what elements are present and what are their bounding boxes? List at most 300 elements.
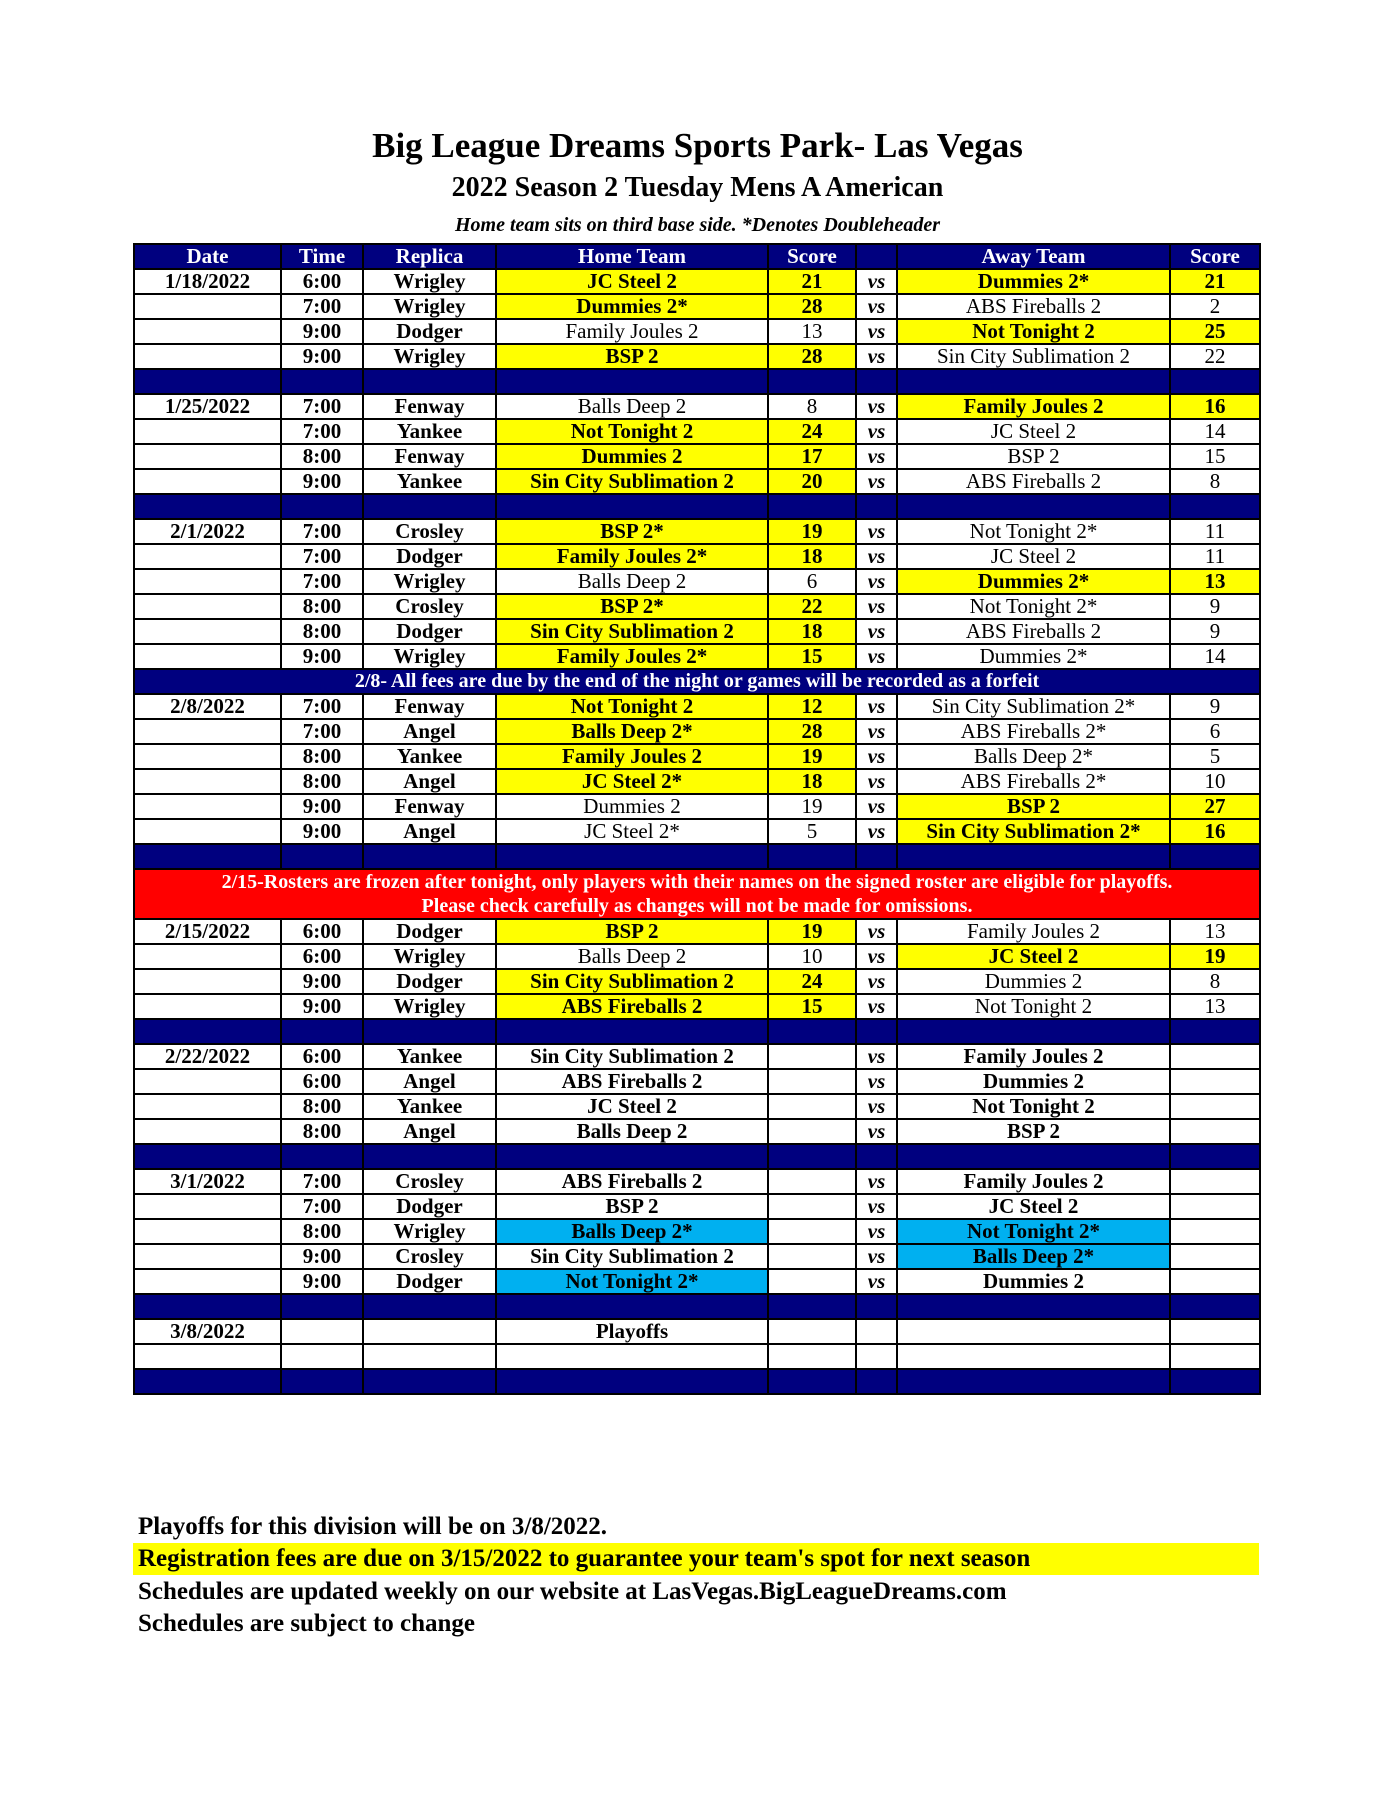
col-header-away-score: Score	[1170, 244, 1260, 269]
home-team-cell: Sin City Sublimation 2	[496, 469, 768, 494]
footer-playoffs-note: Playoffs for this division will be on 3/8/2022.	[138, 1513, 608, 1540]
time-cell: 6:00	[281, 269, 363, 294]
vs-label: vs	[856, 1194, 897, 1219]
vs-label: vs	[856, 1269, 897, 1294]
date-cell	[134, 569, 281, 594]
away-score-cell: 2	[1170, 294, 1260, 319]
time-cell: 9:00	[281, 794, 363, 819]
game-row	[134, 1119, 1260, 1144]
col-header-home-score: Score	[768, 244, 856, 269]
away-team-cell: Family Joules 2	[897, 1169, 1170, 1194]
col-header-date: Date	[134, 244, 281, 269]
game-row	[134, 694, 1260, 719]
separator-cell	[496, 1019, 768, 1044]
replica-cell: Wrigley	[363, 944, 496, 969]
separator-cell	[496, 369, 768, 394]
separator-cell	[768, 844, 856, 869]
vs-label: vs	[856, 569, 897, 594]
date-cell	[134, 769, 281, 794]
replica-cell: Yankee	[363, 419, 496, 444]
page-note: Home team sits on third base side. *Denotes Doubleheader	[455, 214, 940, 236]
vs-label: vs	[856, 1169, 897, 1194]
game-row	[134, 1269, 1260, 1294]
separator-cell	[897, 1369, 1170, 1394]
date-cell	[134, 469, 281, 494]
away-team-cell: Family Joules 2	[897, 1044, 1170, 1069]
away-team-cell: Not Tonight 2	[897, 1094, 1170, 1119]
separator-row	[134, 494, 1260, 519]
replica-cell: Angel	[363, 819, 496, 844]
replica-cell: Yankee	[363, 1094, 496, 1119]
vs-label: vs	[856, 1244, 897, 1269]
home-team-cell: Family Joules 2	[496, 319, 768, 344]
separator-cell	[768, 494, 856, 519]
away-team-cell: Not Tonight 2*	[897, 1219, 1170, 1244]
replica-cell: Yankee	[363, 1044, 496, 1069]
game-row	[134, 544, 1260, 569]
replica-cell: Fenway	[363, 794, 496, 819]
home-team-cell: Family Joules 2*	[496, 544, 768, 569]
separator-cell	[897, 494, 1170, 519]
home-team-cell: JC Steel 2*	[496, 819, 768, 844]
home-team-cell: ABS Fireballs 2	[496, 1069, 768, 1094]
separator-row	[134, 1369, 1260, 1394]
separator-cell	[281, 1144, 363, 1169]
home-team-cell: Balls Deep 2	[496, 569, 768, 594]
vs-label: vs	[856, 544, 897, 569]
date-cell	[134, 1269, 281, 1294]
home-team-cell: BSP 2*	[496, 594, 768, 619]
date-cell	[134, 419, 281, 444]
vs-label: vs	[856, 519, 897, 544]
game-row	[134, 719, 1260, 744]
separator-cell	[134, 844, 281, 869]
empty-cell	[856, 1319, 897, 1344]
replica-cell: Wrigley	[363, 269, 496, 294]
separator-cell	[134, 369, 281, 394]
home-team-cell: Balls Deep 2	[496, 944, 768, 969]
table-header-row	[134, 244, 1260, 269]
home-team-cell: Sin City Sublimation 2	[496, 969, 768, 994]
vs-label: vs	[856, 994, 897, 1019]
separator-row	[134, 1019, 1260, 1044]
home-score-cell: 28	[768, 294, 856, 319]
game-row	[134, 294, 1260, 319]
time-cell: 8:00	[281, 1219, 363, 1244]
vs-label: vs	[856, 744, 897, 769]
alert-line-1: 2/15-Rosters are frozen after tonight, only players with their names on the signed roster are eligible for playoffs.	[221, 871, 1173, 893]
replica-cell: Wrigley	[363, 344, 496, 369]
away-score-cell: 8	[1170, 469, 1260, 494]
home-score-cell: 13	[768, 319, 856, 344]
time-cell: 8:00	[281, 769, 363, 794]
away-team-cell: Balls Deep 2*	[897, 744, 1170, 769]
date-cell	[134, 1244, 281, 1269]
time-cell: 7:00	[281, 569, 363, 594]
away-team-cell: Dummies 2	[897, 1069, 1170, 1094]
away-team-cell: BSP 2	[897, 794, 1170, 819]
vs-label: vs	[856, 394, 897, 419]
date-cell	[134, 1194, 281, 1219]
blank-row	[134, 1344, 1260, 1369]
empty-cell	[1170, 1319, 1260, 1344]
empty-cell	[363, 1344, 496, 1369]
replica-cell: Dodger	[363, 319, 496, 344]
separator-cell	[856, 844, 897, 869]
vs-label: vs	[856, 769, 897, 794]
home-team-cell: BSP 2*	[496, 519, 768, 544]
home-team-cell: Family Joules 2	[496, 744, 768, 769]
date-cell: 3/1/2022	[134, 1169, 281, 1194]
home-team-cell: Balls Deep 2	[496, 1119, 768, 1144]
separator-row	[134, 844, 1260, 869]
away-score-cell: 9	[1170, 694, 1260, 719]
replica-cell: Angel	[363, 769, 496, 794]
date-cell: 2/8/2022	[134, 694, 281, 719]
away-team-cell: BSP 2	[897, 444, 1170, 469]
home-team-cell: JC Steel 2*	[496, 769, 768, 794]
vs-label: vs	[856, 269, 897, 294]
time-cell: 9:00	[281, 469, 363, 494]
home-score-cell: 28	[768, 719, 856, 744]
separator-cell	[134, 1294, 281, 1319]
game-row	[134, 269, 1260, 294]
away-score-cell	[1170, 1194, 1260, 1219]
vs-label: vs	[856, 419, 897, 444]
page-title: Big League Dreams Sports Park- Las Vegas	[372, 126, 1023, 165]
away-team-cell: ABS Fireballs 2*	[897, 769, 1170, 794]
away-team-cell: JC Steel 2	[897, 544, 1170, 569]
replica-cell: Fenway	[363, 694, 496, 719]
away-team-cell: Sin City Sublimation 2*	[897, 694, 1170, 719]
time-cell: 7:00	[281, 1194, 363, 1219]
time-cell: 9:00	[281, 969, 363, 994]
game-row	[134, 344, 1260, 369]
replica-cell: Dodger	[363, 1269, 496, 1294]
away-team-cell: ABS Fireballs 2	[897, 619, 1170, 644]
home-score-cell	[768, 1219, 856, 1244]
vs-label: vs	[856, 594, 897, 619]
game-row	[134, 994, 1260, 1019]
separator-cell	[496, 1294, 768, 1319]
home-team-cell: Dummies 2	[496, 794, 768, 819]
separator-cell	[768, 1294, 856, 1319]
home-team-cell: Not Tonight 2*	[496, 1269, 768, 1294]
home-score-cell: 8	[768, 394, 856, 419]
separator-cell	[281, 844, 363, 869]
vs-label: vs	[856, 694, 897, 719]
home-team-cell: BSP 2	[496, 919, 768, 944]
away-team-cell: Not Tonight 2	[897, 994, 1170, 1019]
separator-cell	[281, 369, 363, 394]
away-team-cell: Sin City Sublimation 2*	[897, 819, 1170, 844]
time-cell: 7:00	[281, 519, 363, 544]
home-team-cell: Balls Deep 2*	[496, 719, 768, 744]
separator-row	[134, 1294, 1260, 1319]
page-subtitle: 2022 Season 2 Tuesday Mens A American	[451, 172, 944, 203]
separator-cell	[768, 369, 856, 394]
replica-cell: Dodger	[363, 919, 496, 944]
home-score-cell: 19	[768, 919, 856, 944]
home-team-cell: Dummies 2*	[496, 294, 768, 319]
game-row	[134, 594, 1260, 619]
replica-cell: Wrigley	[363, 994, 496, 1019]
vs-label: vs	[856, 319, 897, 344]
date-cell	[134, 944, 281, 969]
separator-cell	[1170, 844, 1260, 869]
vs-label: vs	[856, 469, 897, 494]
separator-cell	[897, 844, 1170, 869]
date-cell	[134, 319, 281, 344]
home-score-cell: 19	[768, 519, 856, 544]
game-row	[134, 769, 1260, 794]
home-team-cell: Balls Deep 2	[496, 394, 768, 419]
footer-change-note: Schedules are subject to change	[138, 1610, 476, 1637]
away-score-cell: 13	[1170, 569, 1260, 594]
vs-label: vs	[856, 344, 897, 369]
date-cell: 1/18/2022	[134, 269, 281, 294]
vs-label: vs	[856, 444, 897, 469]
replica-cell: Dodger	[363, 544, 496, 569]
time-cell: 7:00	[281, 394, 363, 419]
home-team-cell: Not Tonight 2	[496, 694, 768, 719]
game-row	[134, 444, 1260, 469]
game-row	[134, 319, 1260, 344]
home-score-cell	[768, 1244, 856, 1269]
date-cell	[134, 969, 281, 994]
home-score-cell: 15	[768, 644, 856, 669]
time-cell: 8:00	[281, 444, 363, 469]
home-score-cell	[768, 1269, 856, 1294]
time-cell: 7:00	[281, 1169, 363, 1194]
date-cell	[134, 819, 281, 844]
home-team-cell: JC Steel 2	[496, 269, 768, 294]
replica-cell: Dodger	[363, 969, 496, 994]
home-team-cell: JC Steel 2	[496, 1094, 768, 1119]
separator-cell	[856, 1294, 897, 1319]
separator-cell	[1170, 1294, 1260, 1319]
vs-label: vs	[856, 644, 897, 669]
away-score-cell: 11	[1170, 544, 1260, 569]
home-score-cell: 22	[768, 594, 856, 619]
home-team-cell: Sin City Sublimation 2	[496, 1044, 768, 1069]
empty-cell	[856, 1344, 897, 1369]
time-cell: 9:00	[281, 344, 363, 369]
time-cell: 8:00	[281, 619, 363, 644]
away-score-cell: 5	[1170, 744, 1260, 769]
home-score-cell	[768, 1044, 856, 1069]
home-team-cell: Sin City Sublimation 2	[496, 619, 768, 644]
away-team-cell: ABS Fireballs 2*	[897, 719, 1170, 744]
playoff-label: Playoffs	[496, 1319, 768, 1344]
game-row	[134, 1194, 1260, 1219]
away-team-cell: ABS Fireballs 2	[897, 469, 1170, 494]
time-cell: 7:00	[281, 544, 363, 569]
game-row	[134, 519, 1260, 544]
date-cell: 2/15/2022	[134, 919, 281, 944]
home-score-cell	[768, 1094, 856, 1119]
home-team-cell: ABS Fireballs 2	[496, 994, 768, 1019]
vs-label: vs	[856, 1044, 897, 1069]
away-score-cell: 16	[1170, 819, 1260, 844]
playoff-row	[134, 1319, 1260, 1344]
home-score-cell: 24	[768, 419, 856, 444]
away-team-cell: Dummies 2*	[897, 644, 1170, 669]
time-cell: 9:00	[281, 1244, 363, 1269]
replica-cell: Fenway	[363, 444, 496, 469]
replica-cell	[363, 1319, 496, 1344]
separator-cell	[897, 1144, 1170, 1169]
time-cell: 9:00	[281, 319, 363, 344]
away-score-cell: 8	[1170, 969, 1260, 994]
away-score-cell	[1170, 1069, 1260, 1094]
home-score-cell	[768, 1069, 856, 1094]
vs-label: vs	[856, 969, 897, 994]
home-team-cell: Dummies 2	[496, 444, 768, 469]
away-score-cell: 13	[1170, 919, 1260, 944]
home-score-cell: 10	[768, 944, 856, 969]
separator-cell	[897, 1294, 1170, 1319]
separator-cell	[363, 844, 496, 869]
replica-cell: Crosley	[363, 594, 496, 619]
home-score-cell: 19	[768, 744, 856, 769]
game-row	[134, 1094, 1260, 1119]
empty-cell	[768, 1344, 856, 1369]
date-cell	[134, 594, 281, 619]
away-score-cell: 25	[1170, 319, 1260, 344]
home-team-cell: BSP 2	[496, 1194, 768, 1219]
home-score-cell: 18	[768, 769, 856, 794]
time-cell: 6:00	[281, 919, 363, 944]
vs-label: vs	[856, 719, 897, 744]
game-row	[134, 744, 1260, 769]
replica-cell: Yankee	[363, 744, 496, 769]
separator-cell	[897, 1019, 1170, 1044]
away-score-cell: 9	[1170, 619, 1260, 644]
game-row	[134, 969, 1260, 994]
game-row	[134, 794, 1260, 819]
separator-cell	[1170, 1019, 1260, 1044]
away-team-cell: Balls Deep 2*	[897, 1244, 1170, 1269]
replica-cell: Crosley	[363, 519, 496, 544]
game-row	[134, 619, 1260, 644]
game-row	[134, 1169, 1260, 1194]
date-cell	[134, 994, 281, 1019]
away-team-cell: JC Steel 2	[897, 419, 1170, 444]
notice-text: 2/8- All fees are due by the end of the night or games will be recorded as a forfeit	[134, 669, 1260, 694]
empty-cell	[281, 1344, 363, 1369]
date-cell	[134, 444, 281, 469]
footer-website-note: Schedules are updated weekly on our website at LasVegas.BigLeagueDreams.com	[138, 1578, 1007, 1605]
home-score-cell: 15	[768, 994, 856, 1019]
vs-label: vs	[856, 1119, 897, 1144]
home-score-cell: 18	[768, 619, 856, 644]
separator-cell	[496, 1144, 768, 1169]
away-team-cell: Family Joules 2	[897, 394, 1170, 419]
away-score-cell: 13	[1170, 994, 1260, 1019]
away-score-cell: 11	[1170, 519, 1260, 544]
away-team-cell: JC Steel 2	[897, 1194, 1170, 1219]
away-score-cell: 15	[1170, 444, 1260, 469]
vs-label: vs	[856, 944, 897, 969]
away-score-cell: 6	[1170, 719, 1260, 744]
separator-cell	[363, 494, 496, 519]
separator-cell	[363, 1369, 496, 1394]
replica-cell: Crosley	[363, 1169, 496, 1194]
time-cell: 9:00	[281, 1269, 363, 1294]
alert-line-2: Please check carefully as changes will not be made for omissions.	[421, 895, 973, 917]
away-score-cell: 10	[1170, 769, 1260, 794]
time-cell: 9:00	[281, 994, 363, 1019]
game-row	[134, 1069, 1260, 1094]
time-cell: 9:00	[281, 644, 363, 669]
replica-cell: Yankee	[363, 469, 496, 494]
separator-row	[134, 1144, 1260, 1169]
game-row	[134, 394, 1260, 419]
separator-cell	[281, 1019, 363, 1044]
replica-cell: Dodger	[363, 1194, 496, 1219]
separator-cell	[768, 1019, 856, 1044]
away-team-cell: Not Tonight 2*	[897, 519, 1170, 544]
away-score-cell: 21	[1170, 269, 1260, 294]
home-score-cell: 21	[768, 269, 856, 294]
time-cell: 6:00	[281, 1069, 363, 1094]
vs-label: vs	[856, 1219, 897, 1244]
replica-cell: Dodger	[363, 619, 496, 644]
empty-cell	[496, 1344, 768, 1369]
replica-cell: Crosley	[363, 1244, 496, 1269]
home-score-cell	[768, 1169, 856, 1194]
away-score-cell	[1170, 1044, 1260, 1069]
time-cell: 9:00	[281, 819, 363, 844]
away-team-cell: Dummies 2*	[897, 569, 1170, 594]
vs-label: vs	[856, 294, 897, 319]
separator-cell	[856, 1369, 897, 1394]
time-cell: 7:00	[281, 419, 363, 444]
game-row	[134, 1044, 1260, 1069]
home-score-cell: 20	[768, 469, 856, 494]
vs-label: vs	[856, 1069, 897, 1094]
separator-cell	[1170, 1144, 1260, 1169]
date-cell: 2/1/2022	[134, 519, 281, 544]
away-score-cell: 16	[1170, 394, 1260, 419]
away-score-cell	[1170, 1219, 1260, 1244]
date-cell: 2/22/2022	[134, 1044, 281, 1069]
time-cell: 8:00	[281, 1094, 363, 1119]
date-cell: 1/25/2022	[134, 394, 281, 419]
away-score-cell	[1170, 1269, 1260, 1294]
home-team-cell: Not Tonight 2	[496, 419, 768, 444]
date-cell	[134, 344, 281, 369]
home-score-cell: 24	[768, 969, 856, 994]
away-score-cell	[1170, 1244, 1260, 1269]
date-cell	[134, 1119, 281, 1144]
time-cell: 7:00	[281, 719, 363, 744]
away-team-cell: Dummies 2	[897, 1269, 1170, 1294]
replica-cell: Angel	[363, 719, 496, 744]
empty-cell	[1170, 1344, 1260, 1369]
home-team-cell: Family Joules 2*	[496, 644, 768, 669]
game-row	[134, 419, 1260, 444]
separator-cell	[897, 369, 1170, 394]
home-score-cell: 17	[768, 444, 856, 469]
away-team-cell: Dummies 2	[897, 969, 1170, 994]
away-score-cell	[1170, 1119, 1260, 1144]
replica-cell: Angel	[363, 1069, 496, 1094]
home-team-cell: Sin City Sublimation 2	[496, 1244, 768, 1269]
away-score-cell: 22	[1170, 344, 1260, 369]
replica-cell: Fenway	[363, 394, 496, 419]
